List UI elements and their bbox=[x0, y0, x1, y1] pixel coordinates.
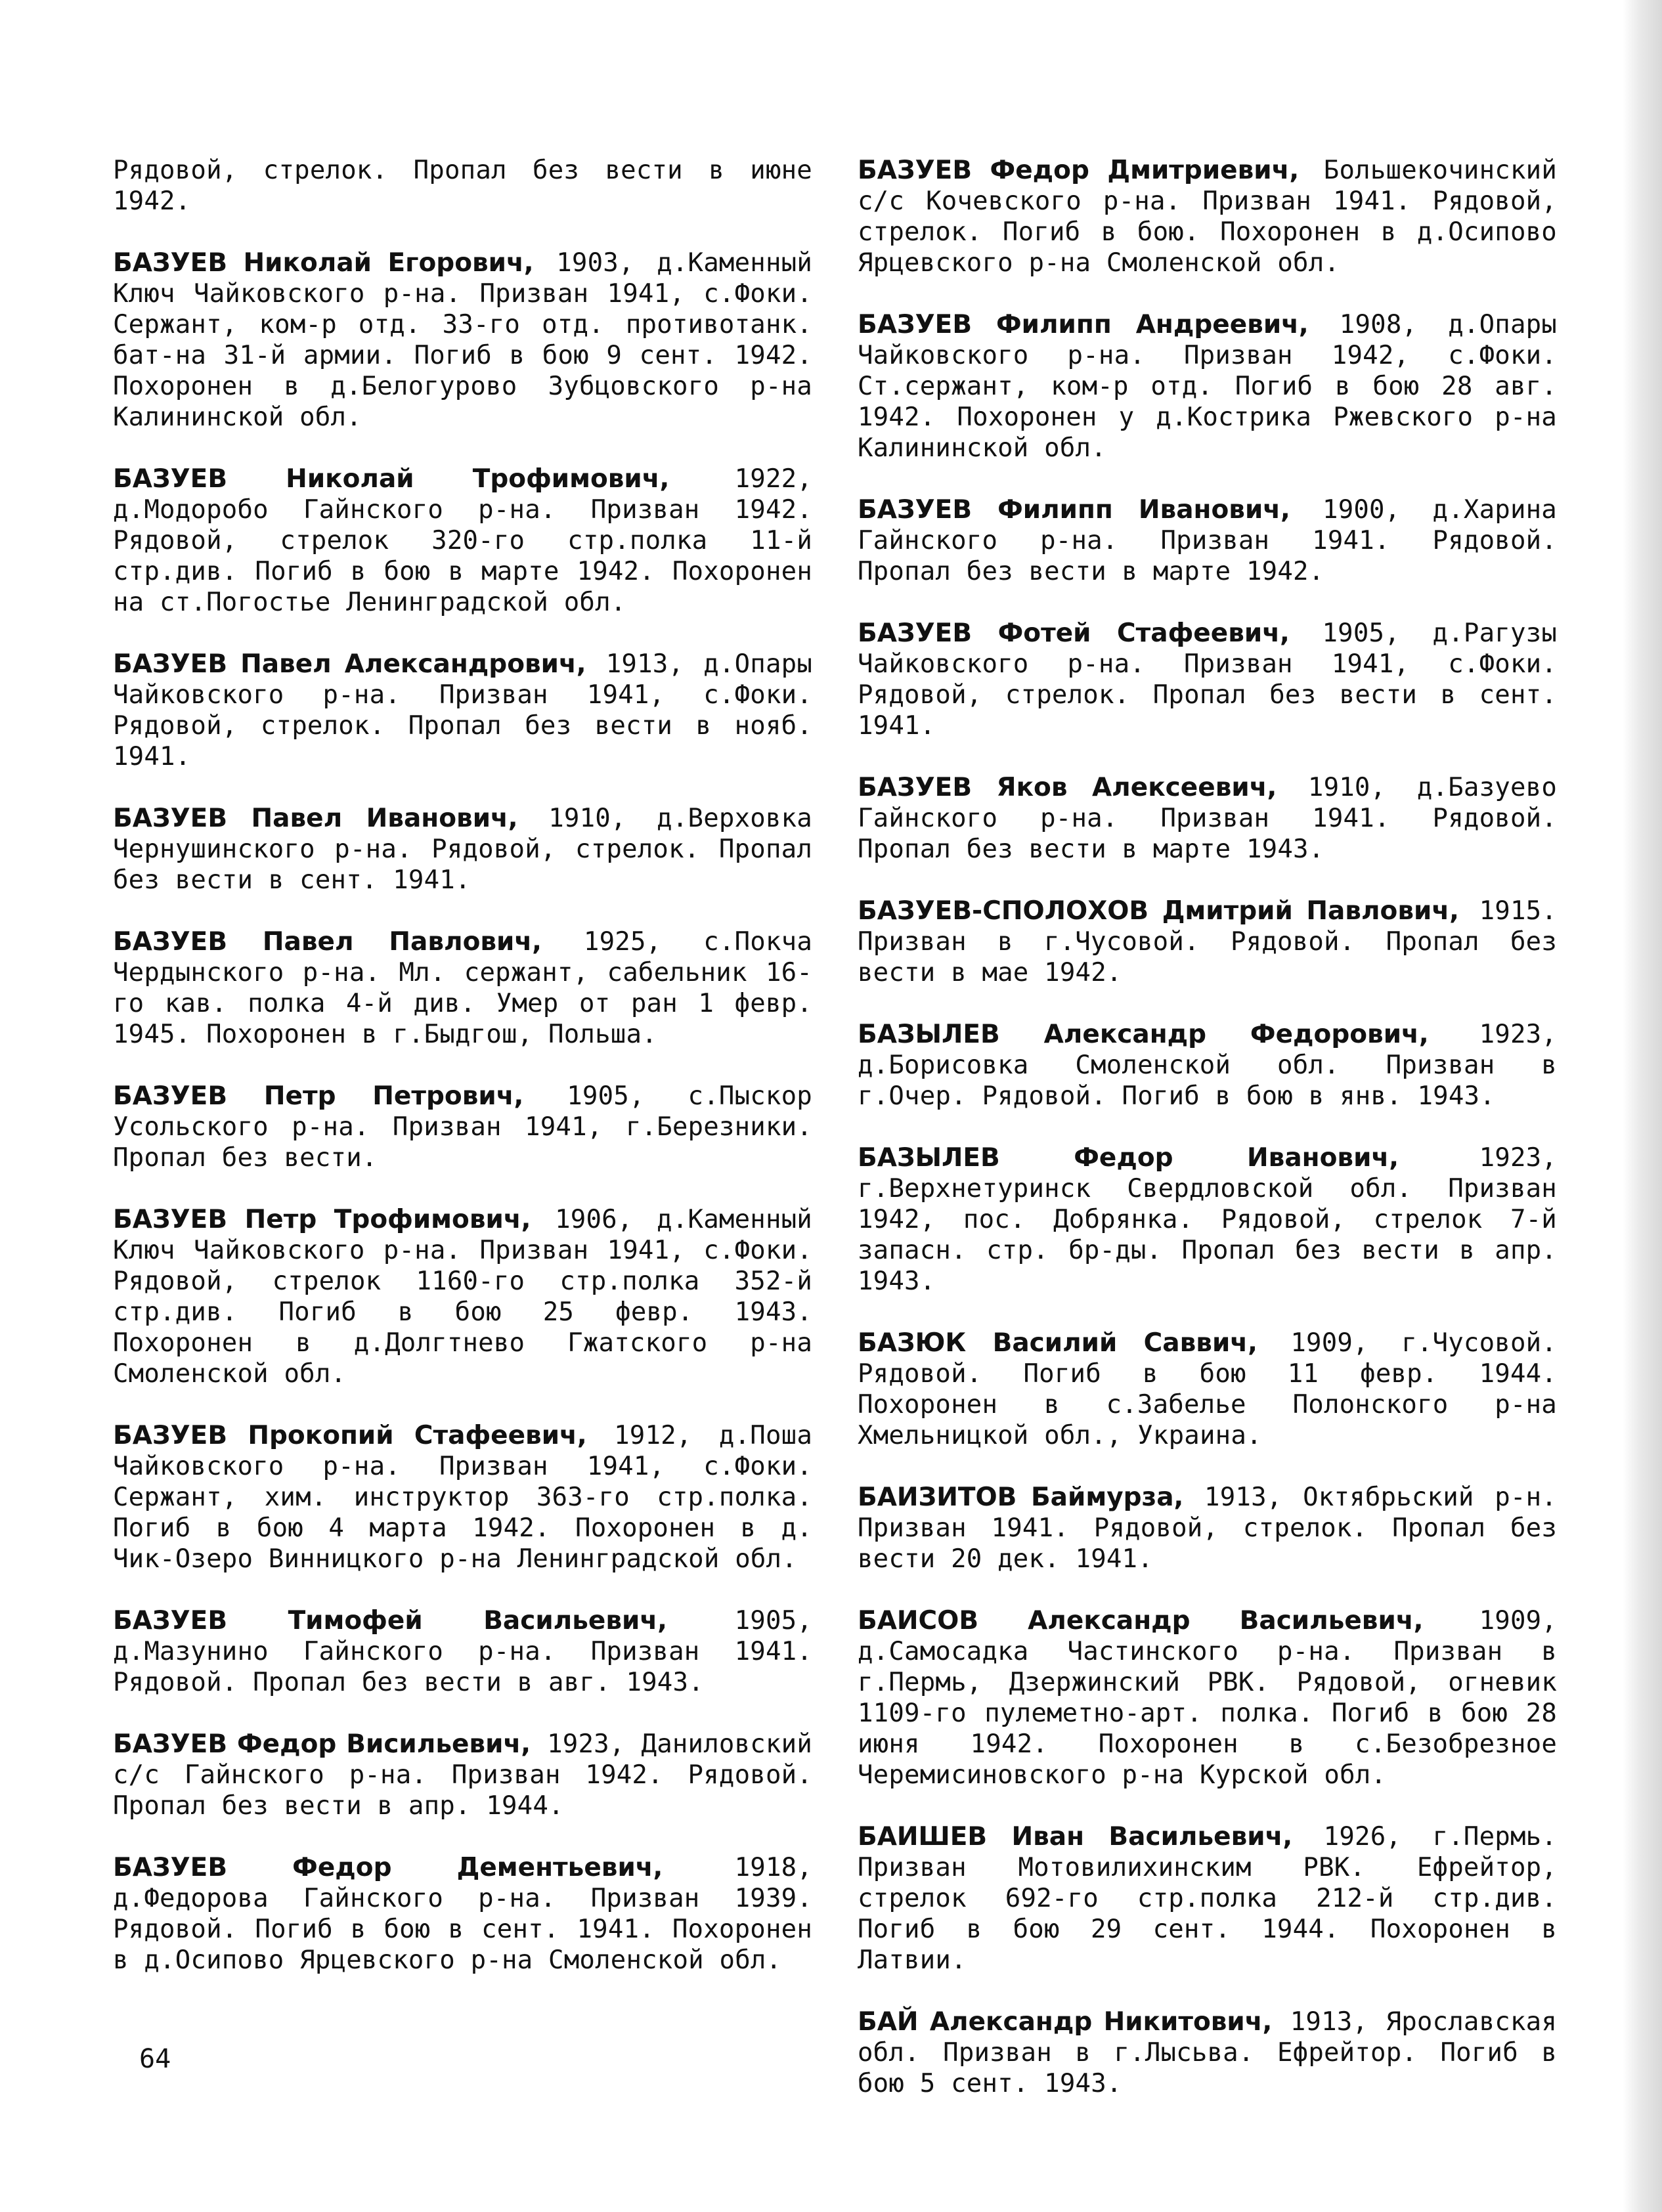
biography-entry bbox=[858, 309, 1557, 464]
biography-entry bbox=[858, 618, 1557, 741]
entry-text: 1926, г.Пермь. Призван Мотовилихинским РВК. Ефрейтор, стрелок 692-го стр.полка 212-й стр.див. Погиб в бою 29 сент. 1944. Похоронен в Латвии. bbox=[858, 1822, 1557, 1975]
entry-text: 1909, г.Чусовой. Рядовой. Погиб в бою 11 февр. 1944. Похоронен в с.Забелье Полонского р-на Хмельницкой обл., Украина. bbox=[858, 1328, 1557, 1450]
person-name: БАЗУЕВ Тимофей Васильевич, bbox=[113, 1606, 667, 1636]
entry-text: 1915. Призван в г.Чусовой. Рядовой. Пропал без вести в мае 1942. bbox=[858, 896, 1557, 987]
entry-text: 1925, с.Покча Чердынского р-на. Мл. сержант, сабельник 16-го кав. полка 4-й див. Умер от ран 1 февр. 1945. Похоронен в г.Быдгош, Польша. bbox=[113, 927, 812, 1049]
person-name: БАЗУЕВ Филипп Иванович, bbox=[858, 495, 1290, 525]
biography-entry bbox=[113, 1081, 812, 1173]
entry-text: Рядовой, стрелок. Пропал без вести в июне 1942. bbox=[113, 156, 812, 216]
entry-text: 1910, д.Базуево Гайнского р-на. Призван 1941. Рядовой. Пропал без вести в марте 1943. bbox=[858, 773, 1558, 864]
person-name: БАЙ Александр Никитович, bbox=[858, 2007, 1273, 2037]
biography-entry bbox=[113, 1605, 812, 1698]
person-name: БАИЗИТОВ Баймурза, bbox=[858, 1483, 1184, 1512]
biography-entry bbox=[113, 1729, 812, 1821]
biography-entry bbox=[858, 1328, 1557, 1451]
person-name: БАЗУЕВ Федор Висильевич, bbox=[113, 1729, 531, 1759]
biography-entry bbox=[858, 1605, 1557, 1790]
biography-entry bbox=[858, 155, 1557, 278]
entry-text: 1909, д.Самосадка Частинского р-на. Призван в г.Пермь, Дзержинский РВК. Рядовой, огневик 1109-го пулеметно-арт. полка. Погиб в бою 28 июня 1942. Похоронен в с.Безобрезное Черемисиновского р-на Курской обл. bbox=[858, 1606, 1557, 1790]
person-name: БАЗУЕВ Петр Трофимович, bbox=[113, 1205, 531, 1234]
entry-text: 1912, д.Поша Чайковского р-на. Призван 1941, с.Фоки. Сержант, хим. инструктор 363-го стр.полка. Погиб в бою 4 марта 1942. Похоронен в д. Чик-Озеро Винницкого р-на Ленинградской обл. bbox=[113, 1421, 812, 1574]
person-name: БАИСОВ Александр Васильевич, bbox=[858, 1606, 1424, 1636]
person-name: БАИШЕВ Иван Васильевич, bbox=[858, 1822, 1293, 1852]
person-name: БАЗУЕВ-СПОЛОХОВ Дмитрий Павлович, bbox=[858, 896, 1459, 926]
left-column bbox=[113, 155, 812, 2006]
entry-text: 1918, д.Федорова Гайнского р-на. Призван 1939. Рядовой. Погиб в бою в сент. 1941. Похоронен в д.Осипово Ярцевского р-на Смоленской обл. bbox=[113, 1853, 812, 1975]
person-name: БАЗУЕВ Прокопий Стафеевич, bbox=[113, 1421, 587, 1450]
person-name: БАЗУЕВ Фотей Стафеевич, bbox=[858, 618, 1290, 648]
biography-entry bbox=[113, 926, 812, 1050]
entry-text: 1923, г.Верхнетуринск Свердловской обл. Призван 1942, пос. Добрянка. Рядовой, стрелок 7-й запасн. стр. бр-ды. Пропал без вести в апр. 1943. bbox=[858, 1143, 1558, 1296]
entry-text: 1905, с.Пыскор Усольского р-на. Призван 1941, г.Березники. Пропал без вести. bbox=[113, 1081, 812, 1173]
entry-text: 1913, д.Опары Чайковского р-на. Призван 1941, с.Фоки. Рядовой, стрелок. Пропал без вести в нояб. 1941. bbox=[113, 649, 812, 771]
entry-text: 1905, д.Мазунино Гайнского р-на. Призван 1941. Рядовой. Пропал без вести в авг. 1943. bbox=[113, 1606, 812, 1697]
page-edge-shadow bbox=[1623, 0, 1662, 2212]
entry-text: 1913, Ярославская обл. Призван в г.Лысьва. Ефрейтор. Погиб в бою 5 сент. 1943. bbox=[858, 2007, 1557, 2098]
entry-text: 1923, Даниловский с/с Гайнского р-на. Призван 1942. Рядовой. Пропал без вести в апр. 1944. bbox=[113, 1729, 812, 1821]
biography-entry bbox=[113, 464, 812, 618]
person-name: БАЗЮК Василий Саввич, bbox=[858, 1328, 1257, 1358]
biography-entry bbox=[858, 494, 1557, 587]
person-name: БАЗУЕВ Николай Трофимович, bbox=[113, 464, 670, 494]
person-name: БАЗЫЛЕВ Федор Иванович, bbox=[858, 1143, 1399, 1173]
biography-entry bbox=[858, 1482, 1557, 1574]
entry-text: 1903, д.Каменный Ключ Чайковского р-на. Призван 1941, с.Фоки. Сержант, ком-р отд. 33-го отд. противотанк. бат-на 31-й армии. Погиб в бою 9 сент. 1942. Похоронен в д.Белогурово Зубцовского р-на Калининской обл. bbox=[113, 248, 812, 432]
biography-entry bbox=[113, 1852, 812, 1976]
person-name: БАЗУЕВ Павел Александрович, bbox=[113, 649, 586, 679]
entry-text: Большекочинский с/с Кочевского р-на. Призван 1941. Рядовой, стрелок. Погиб в бою. Похоронен в д.Осипово Ярцевского р-на Смоленской обл. bbox=[858, 156, 1557, 278]
biography-entry bbox=[113, 248, 812, 433]
biography-entry bbox=[858, 1142, 1557, 1297]
entry-text: 1910, д.Верховка Чернушинского р-на. Рядовой, стрелок. Пропал без вести в сент. 1941. bbox=[113, 804, 812, 895]
biography-entry bbox=[858, 1821, 1557, 1976]
person-name: БАЗЫЛЕВ Александр Федорович, bbox=[858, 1020, 1429, 1049]
entry-text: 1900, д.Харина Гайнского р-на. Призван 1941. Рядовой. Пропал без вести в марте 1942. bbox=[858, 495, 1557, 586]
person-name: БАЗУЕВ Павел Иванович, bbox=[113, 804, 518, 833]
biography-entry bbox=[858, 772, 1557, 865]
entry-text: 1908, д.Опары Чайковского р-на. Призван 1942, с.Фоки. Ст.сержант, ком-р отд. Погиб в бою 28 авг. 1942. Похоронен у д.Кострикa Ржевского р-на Калининской обл. bbox=[858, 310, 1557, 463]
entry-text: 1906, д.Каменный Ключ Чайковского р-на. Призван 1941, с.Фоки. Рядовой, стрелок 1160-го стр.полка 352-й стр.див. Погиб в бою 25 февр. 1943. Похоронен в д.Долгтнево Гжатского р-на Смоленской обл. bbox=[113, 1205, 812, 1389]
right-column bbox=[858, 155, 1557, 2130]
person-name: БАЗУЕВ Николай Егорович, bbox=[113, 248, 534, 278]
person-name: БАЗУЕВ Петр Петрович, bbox=[113, 1081, 524, 1111]
person-name: БАЗУЕВ Павел Павлович, bbox=[113, 927, 542, 957]
biography-entry bbox=[858, 2006, 1557, 2099]
entry-text: 1923, д.Борисовка Смоленской обл. Призван в г.Очер. Рядовой. Погиб в бою в янв. 1943. bbox=[858, 1020, 1557, 1111]
person-name: БАЗУЕВ Федор Дмитриевич, bbox=[858, 156, 1300, 185]
entry-text: 1913, Октябрьский р-н. Призван 1941. Рядовой, стрелок. Пропал без вести 20 дек. 1941. bbox=[858, 1483, 1557, 1574]
person-name: БАЗУЕВ Яков Алексеевич, bbox=[858, 773, 1277, 802]
biography-entry bbox=[113, 155, 812, 217]
page-number: 64 bbox=[139, 2044, 171, 2074]
biography-entry bbox=[113, 1420, 812, 1574]
biography-entry bbox=[113, 1204, 812, 1389]
biography-entry bbox=[113, 649, 812, 772]
person-name: БАЗУЕВ Федор Дементьевич, bbox=[113, 1853, 663, 1882]
biography-entry bbox=[113, 803, 812, 896]
biography-entry bbox=[858, 896, 1557, 988]
person-name: БАЗУЕВ Филипп Андреевич, bbox=[858, 310, 1309, 339]
biography-entry bbox=[858, 1019, 1557, 1112]
entry-text: 1922, д.Модоробо Гайнского р-на. Призван 1942. Рядовой, стрелок 320-го стр.полка 11-й стр.див. Погиб в бою в марте 1942. Похоронен на ст.Погостье Ленинградской обл. bbox=[113, 464, 812, 617]
entry-text: 1905, д.Рагузы Чайковского р-на. Призван 1941, с.Фоки. Рядовой, стрелок. Пропал без вести в сент. 1941. bbox=[858, 618, 1558, 741]
